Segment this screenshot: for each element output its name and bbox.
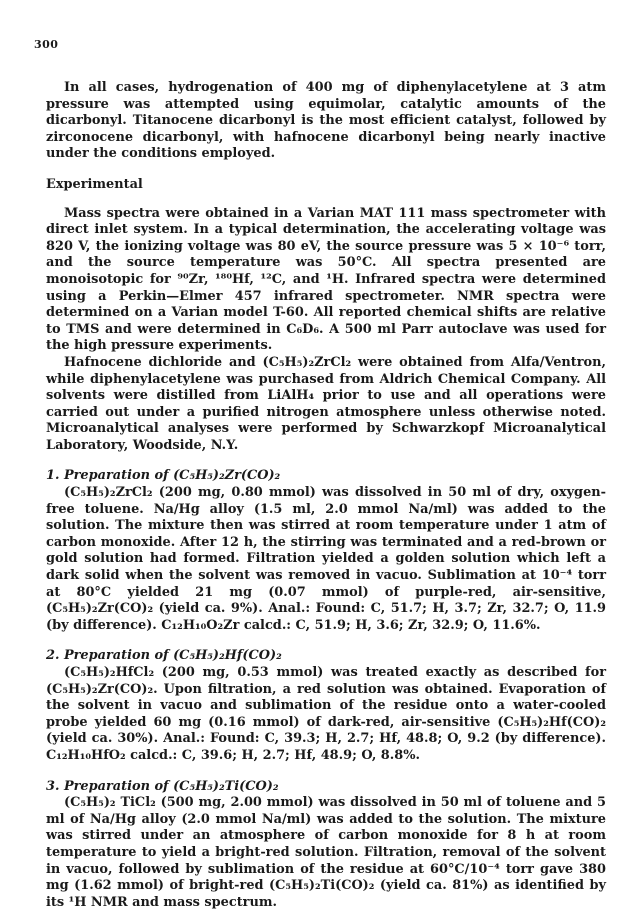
section-2-title: 2. Preparation of (C₅H₅)₂Hf(CO)₂ [46, 648, 282, 664]
experimental-paragraph-1: Mass spectra were obtained in a Varian MAT 111 mass spectrometer with direct inlet system. In a typical determination, the accelerating voltage was 820 V, the ionizing voltage was 80 eV, the source pressure was 5 × 10⁻⁶ torr, and the source temperature was 50°C. All spectra presented are monoisotopic for ⁹⁰Zr, ¹⁸⁰Hf, ¹²C, and ¹H. Infrared spectra were determined using a Perkin—Elmer 457 infrared spectrometer. NMR spectra were determined on a Varian model T-60. All reported chemical shifts are relative to TMS and were determined in C₆D₆. A 500 ml Parr autoclave was used for the high pressure experiments. [46, 205, 606, 354]
section-1-title: 1. Preparation of (C₅H₅)₂Zr(CO)₂ [46, 468, 281, 484]
experimental-heading: Experimental [46, 176, 143, 192]
section-1-text: (C₅H₅)₂ZrCl₂ (200 mg, 0.80 mmol) was dissolved in 50 ml of dry, oxygen-free toluene. Na/Hg alloy (1.5 ml, 2.0 mmol Na/ml) was added to the solution. The mixture then was stirred at room temperature under 1 atm of carbon monoxide. After 12 h, the stirring was terminated and a red-brown or gold solution had formed. Filtration yielded a golden solution which left a dark solid when the solvent was removed in vacuo. Sublimation at 10⁻⁴ torr at 80°C yielded 21 mg (0.07 mmol) of purple-red, air-sensitive, (C₅H₅)₂Zr(CO)₂ (yield ca. 9%). Anal.: Found: C, 51.7; H, 3.7; Zr, 32.7; O, 11.9 (by difference). C₁₂H₁₀O₂Zr calcd.: C, 51.9; H, 3.6; Zr, 32.9; O, 11.6%. [46, 485, 606, 633]
experimental-paragraph-2: Hafnocene dichloride and (C₅H₅)₂ZrCl₂ were obtained from Alfa/Ventron, while diphenylacetylene was purchased from Aldrich Chemical Company. All solvents were distilled from LiAlH₄ prior to use and all operations were carried out under a purified nitrogen atmosphere unless otherwise noted. Microanalytical analyses were performed by Schwarzkopf Microanalytical Laboratory, Woodside, N.Y. [46, 354, 606, 453]
section-2-text: (C₅H₅)₂HfCl₂ (200 mg, 0.53 mmol) was treated exactly as described for (C₅H₅)₂Zr(CO)₂. Upon filtration, a red solution was obtained. Evaporation of the solvent in vacuo and sublimation of the residue onto a water-cooled probe yielded 60 mg (0.16 mmol) of dark-red, air-sensitive (C₅H₅)₂Hf(CO)₂ (yield ca. 30%). Anal.: Found: C, 39.3; H, 2.7; Hf, 48.8; O, 9.2 (by difference). C₁₂H₁₀HfO₂ calcd.: C, 39.6; H, 2.7; Hf, 48.9; O, 8.8%. [46, 665, 606, 763]
section-3-text: (C₅H₅)₂ TiCl₂ (500 mg, 2.00 mmol) was dissolved in 50 ml of toluene and 5 ml of Na/Hg alloy (2.0 mmol Na/ml) was added to the solution. The mixture was stirred under an atmosphere of carbon monoxide for 8 h at room temperature to yield a bright-red solution. Filtration, removal of the solvent in vacuo, followed by sublimation of the residue at 60°C/10⁻⁴ torr gave 380 mg (1.62 mmol) of bright-red (C₅H₅)₂Ti(CO)₂ (yield ca. 81%) as identified by its ¹H NMR and mass spectrum. [46, 795, 606, 910]
page-number: 300 [34, 38, 59, 51]
page-body [46, 80, 606, 911]
section-3-title: 3. Preparation of (C₅H₅)₂Ti(CO)₂ [46, 778, 279, 794]
intro-paragraph: In all cases, hydrogenation of 400 mg of diphenylacetylene at 3 atm pressure was attempted using equimolar, catalytic amounts of the dicarbonyl. Titanocene dicarbonyl is the most efficient catalyst, followed by zirconocene dicarbonyl, with hafnocene dicarbonyl being nearly inactive under the conditions employed. [46, 80, 606, 162]
